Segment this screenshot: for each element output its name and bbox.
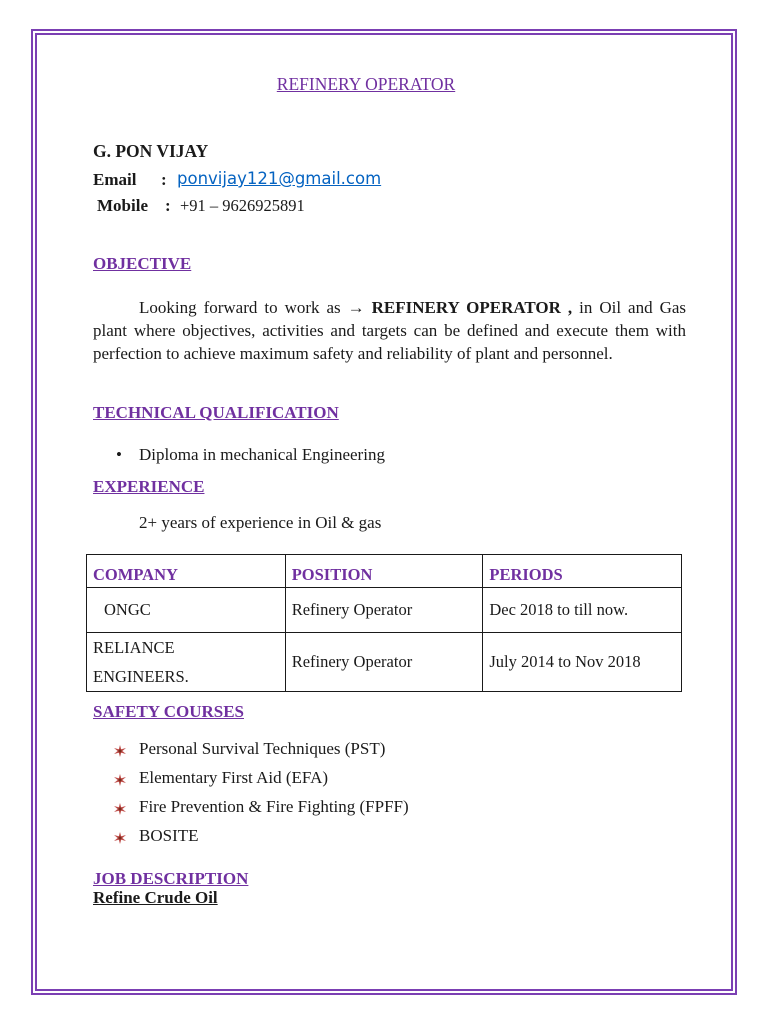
experience-heading: EXPERIENCE — [93, 477, 205, 496]
experience-summary: 2+ years of experience in Oil & gas — [139, 513, 382, 532]
objective-lead: Looking forward to work as — [139, 298, 341, 317]
table-header-row — [87, 555, 682, 588]
safety-heading: SAFETY COURSES — [93, 702, 244, 721]
safety-course-item: Elementary First Aid (EFA) — [139, 768, 329, 787]
objective-rest: in Oil and Gas plant where objectives, activities and targets can be defined and execute them with perfection to achieve maximum safety and reliability of plant and personnel. — [93, 298, 687, 363]
safety-course-item: BOSITE — [139, 826, 199, 845]
safety-course-item: Personal Survival Techniques (PST) — [139, 739, 386, 758]
objective-role: REFINERY OPERATOR , — [371, 298, 573, 317]
candidate-name: G. PON VIJAY — [93, 141, 209, 161]
table-cell-position: Refinery Operator — [285, 633, 483, 692]
objective-heading: OBJECTIVE — [93, 254, 192, 273]
safety-course-item: Fire Prevention & Fire Fighting (FPFF) — [139, 797, 409, 816]
email-link[interactable]: ponvijay121@gmail.com — [177, 169, 382, 188]
email-separator: : — [161, 170, 167, 189]
email-label: Email — [93, 170, 137, 189]
mobile-value: +91 – 9626925891 — [180, 196, 305, 215]
star-bullet-icon — [114, 832, 126, 844]
experience-table — [86, 554, 682, 692]
job-subheading: Refine Crude Oil — [93, 888, 218, 907]
company-line: RELIANCE — [93, 638, 175, 657]
table-cell-company: ONGC — [87, 588, 286, 633]
table-cell-period: Dec 2018 to till now. — [483, 588, 682, 633]
table-cell-period: July 2014 to Nov 2018 — [483, 633, 682, 692]
table-row — [87, 633, 682, 692]
table-cell-position: Refinery Operator — [285, 588, 483, 633]
mobile-label: Mobile — [97, 196, 148, 215]
objective-text — [93, 296, 686, 365]
technical-item: Diploma in mechanical Engineering — [139, 445, 385, 464]
bullet-dot-icon: • — [116, 445, 122, 464]
job-description-heading: JOB DESCRIPTION — [93, 869, 249, 888]
column-header-position: POSITION — [285, 555, 483, 588]
document-title: REFINERY OPERATOR — [276, 74, 456, 94]
arrow-icon: → — [347, 298, 365, 317]
table-row — [87, 588, 682, 633]
star-bullet-icon — [114, 803, 126, 815]
table-cell-company — [87, 633, 286, 692]
technical-heading: TECHNICAL QUALIFICATION — [93, 403, 339, 422]
star-bullet-icon — [114, 774, 126, 786]
column-header-company: COMPANY — [87, 555, 286, 588]
page-border-inner — [35, 33, 733, 991]
star-bullet-icon — [114, 745, 126, 757]
company-line: ENGINEERS. — [93, 667, 189, 686]
mobile-separator: : — [165, 196, 171, 215]
column-header-periods: PERIODS — [483, 555, 682, 588]
